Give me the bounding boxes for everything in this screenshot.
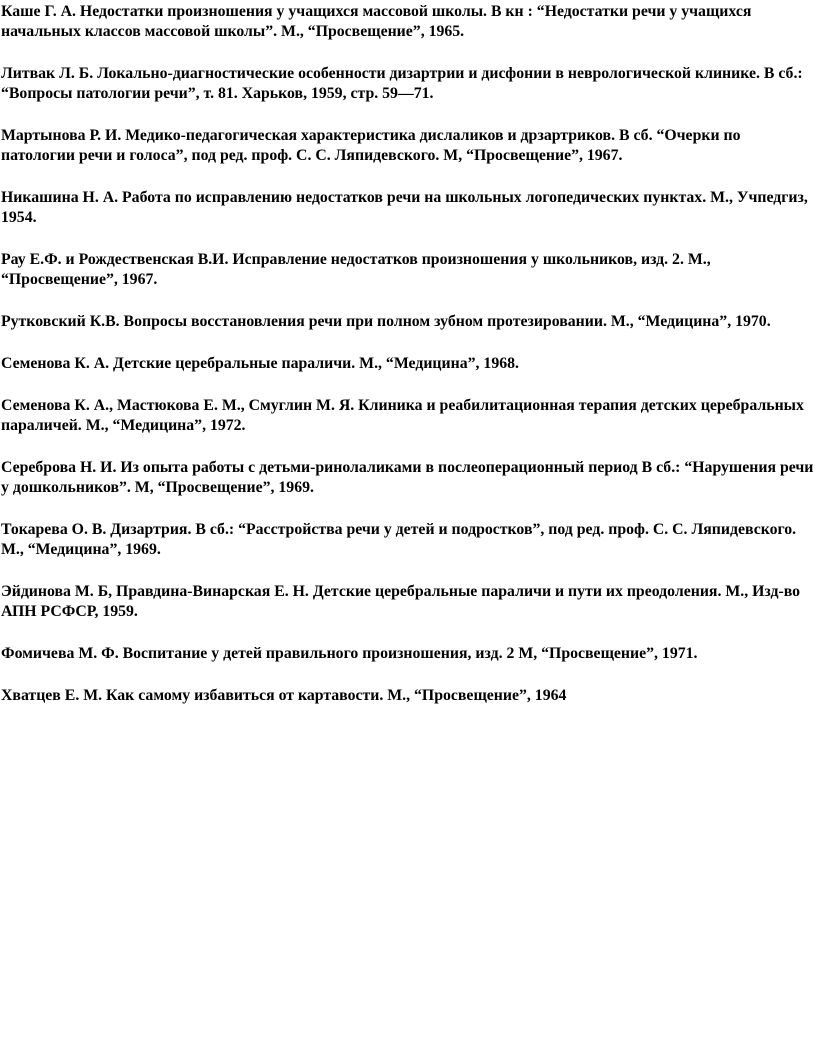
bibliography-entry-serebrova: Сереброва Н. И. Из опыта работы с детьми-ринолаликами в послеоперационный период В сб.: “Нарушения речи у дошкольников”. М, “Просвещение”, 1969.: [1, 459, 814, 496]
bibliography-entry-nikashina: Никашина Н. А. Работа по исправлению недостатков речи на школьных логопедических пунктах. М., Учпедгиз, 1954.: [1, 189, 808, 226]
bibliography-entry-semenova-1972: Семенова К. А., Мастюкова Е. М., Смуглин М. Я. Клиника и реабилитационная терапия детских церебральных параличей. М., “Медицина”, 1972.: [1, 397, 804, 434]
bibliography-entry-tokareva: Токарева О. В. Дизартрия. В сб.: “Расстройства речи у детей и подростков”, под ред. проф. С. С. Ляпидевского. М., “Медицина”, 1969.: [1, 521, 797, 558]
bibliography-entry-khvattsev: Хватцев Е. М. Как самому избавиться от картавости. М., “Просвещение”, 1964: [1, 687, 567, 704]
bibliography-entry-kashe: Каше Г. А. Недостатки произношения у учащихся массовой школы. В кн : “Недостатки речи у учащихся начальных классов массовой школы”. М., “Просвещение”, 1965.: [1, 3, 752, 40]
bibliography-list: [1, 2, 816, 706]
bibliography-entry-semenova-1968: Семенова К. А. Детские церебральные параличи. М., “Медицина”, 1968.: [1, 355, 519, 372]
bibliography-entry-eydinova: Эйдинова М. Б, Правдина-Винарская Е. Н. Детские церебральные параличи и пути их преодоления. М., Изд-во АПН РСФСР, 1959.: [1, 583, 801, 620]
bibliography-entry-martynova: Мартынова Р. И. Медико-педагогическая характеристика дислаликов и дрзартриков. В сб. “Очерки по патологии речи и голоса”, под ред. проф. С. С. Ляпидевского. М, “Просвещение”, 1967.: [1, 127, 741, 164]
bibliography-entry-rau: Рау Е.Ф. и Рождественская В.И. Исправление недостатков произношения у школьников, изд. 2. М., “Просвещение”, 1967.: [1, 251, 711, 288]
bibliography-entry-rutkovsky: Рутковский К.В. Вопросы восстановления речи при полном зубном протезировании. М., “Медицина”, 1970.: [1, 313, 771, 330]
bibliography-entry-litvak: Литвак Л. Б. Локально-диагностические особенности дизартрии и дисфонии в неврологической клинике. В сб.: “Вопросы патологии речи”, т. 81. Харьков, 1959, стр. 59—71.: [1, 65, 803, 102]
bibliography-entry-fomicheva: Фомичева М. Ф. Воспитание у детей правильного произношения, изд. 2 М, “Просвещение”, 1971.: [1, 645, 698, 662]
